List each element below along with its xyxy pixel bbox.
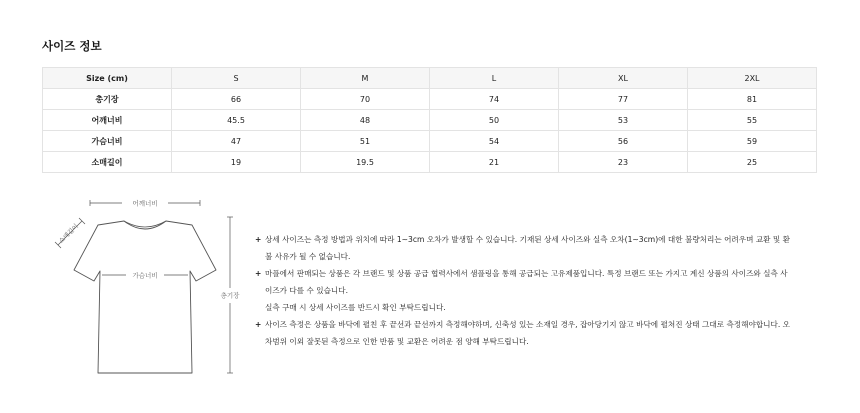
table-row (43, 110, 817, 131)
tshirt-outline (74, 221, 216, 373)
table-cell: 81 (688, 89, 817, 110)
plus-icon: + (255, 320, 262, 329)
table-cell: 47 (172, 131, 301, 152)
table-cell: 48 (301, 110, 430, 131)
shoulder-width-label: 어깨너비 (132, 199, 158, 208)
header-size-cm: Size (cm) (43, 68, 172, 89)
table-cell: 53 (559, 110, 688, 131)
table-cell: 19 (172, 152, 301, 173)
table-cell: 23 (559, 152, 688, 173)
table-header-row (43, 68, 817, 89)
note-item (255, 231, 825, 265)
row-label: 가슴너비 (43, 131, 172, 152)
table-cell: 19.5 (301, 152, 430, 173)
row-label: 총기장 (43, 89, 172, 110)
table-cell: 25 (688, 152, 817, 173)
sleeve-length-label: 소매길이 (57, 222, 81, 246)
table-cell: 45.5 (172, 110, 301, 131)
size-table (42, 67, 817, 173)
size-notes (255, 231, 825, 350)
note-line: 사이즈 측정은 상품을 바닥에 펼친 후 끝선과 끝선까지 측정해야하며, 신축성 있는 소재일 경우, 잡아당기지 않고 바닥에 펼쳐진 상태 그대로 측정해야합니다. 오 (265, 320, 790, 329)
note-item (255, 316, 825, 350)
table-cell: 51 (301, 131, 430, 152)
table-cell: 77 (559, 89, 688, 110)
table-cell: 54 (430, 131, 559, 152)
table-cell: 50 (430, 110, 559, 131)
header-l: L (430, 68, 559, 89)
row-label: 소매길이 (43, 152, 172, 173)
table-cell: 55 (688, 110, 817, 131)
table-cell: 21 (430, 152, 559, 173)
table-row (43, 131, 817, 152)
header-s: S (172, 68, 301, 89)
table-row (43, 152, 817, 173)
table-row (43, 89, 817, 110)
plus-icon: + (255, 235, 262, 244)
note-line: 이즈가 다를 수 있습니다. (265, 286, 349, 295)
chest-width-label: 가슴너비 (132, 271, 158, 280)
note-line: 마플에서 판매되는 상품은 각 브랜드 및 상품 공급 협력사에서 샘플링을 통해 공급되는 고유제품입니다. 특정 브랜드 또는 가지고 계신 상품의 사이즈와 실측 사 (265, 269, 788, 278)
plus-icon: + (255, 269, 262, 278)
header-m: M (301, 68, 430, 89)
table-cell: 59 (688, 131, 817, 152)
note-line: 실측 구매 시 상세 사이즈를 반드시 확인 부탁드립니다. (265, 303, 446, 312)
note-line: 상세 사이즈는 측정 방법과 위치에 따라 1~3cm 오차가 발생할 수 있습니다. 기재된 상세 사이즈와 실측 오차(1~3cm)에 대한 불량처리는 어려우며 교환 및 환 (265, 235, 791, 244)
table-cell: 66 (172, 89, 301, 110)
page-title: 사이즈 정보 (42, 39, 102, 53)
header-xl: XL (559, 68, 688, 89)
note-item (255, 265, 825, 316)
table-cell: 70 (301, 89, 430, 110)
total-length-label: 총기장 (220, 291, 240, 300)
header-2xl: 2XL (688, 68, 817, 89)
tshirt-measurement-diagram (42, 195, 272, 380)
row-label: 어깨너비 (43, 110, 172, 131)
table-cell: 74 (430, 89, 559, 110)
note-line: 불 사유가 될 수 없습니다. (265, 252, 351, 261)
table-cell: 56 (559, 131, 688, 152)
note-line: 차범위 이외 잘못된 측정으로 인한 반품 및 교환은 어려운 점 양해 부탁드립니다. (265, 337, 529, 346)
